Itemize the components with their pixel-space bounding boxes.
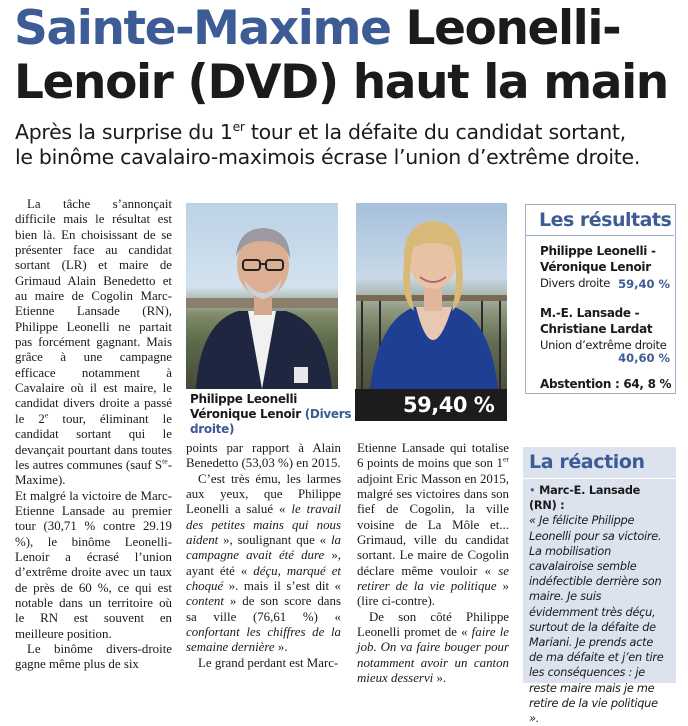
article-column-2 — [186, 441, 341, 671]
photo-caption — [190, 392, 390, 437]
article-paragraph: La tâche s’annonçait difficile mais le résultat est bien là. En choisissant de se présenter face au candidat sortant (LR) et maire de Grimaud Alain Benedetto et au maire de Cogolin Marc-Etienne Lansade (RN), Philippe Leonelli ne partait pas forcément gagnant. Mais grâce à une campagne efficace notamment à Cavalaire où il est maire, le candidat divers droite a passé le 2e tour, éliminant le candidat sortant qui le devançait pourtant dans toutes les autres communes (sauf $S^{te}-Maxime$). — [15, 197, 172, 488]
deck — [15, 120, 679, 170]
candidate-1-party: Divers droite — [540, 276, 610, 290]
article-column-1 — [15, 197, 172, 673]
portrait-man-illustration — [186, 203, 338, 389]
candidate-2-party: Union d’extrême droite — [540, 338, 667, 352]
deck-part1: Après la surprise du 1 — [15, 120, 233, 144]
deck-line-1 — [15, 120, 679, 145]
candidate-2-score: 40,60 % — [618, 351, 670, 365]
reaction-speaker: Marc-E. Lansade (RN) : — [529, 484, 641, 513]
photo-veronique-lenoir — [356, 203, 507, 389]
headline-place: Sainte-Maxime — [14, 1, 391, 56]
headline-line-1 — [14, 2, 684, 56]
article-paragraph: Etienne Lansade qui totalise 6 points de moins que son 1er adjoint Eric Masson en 2015, malgré ses victoires dans son fief de Cogolin, la ville voisine de La Môle et... Grimaud, ville du candidat sortant. Le maire de Cogolin déclare même vouloir « se retirer de la vie politique » (lire ci-contre). — [357, 441, 509, 609]
abstention-rate: Abstention : 64, 8 % — [540, 377, 672, 391]
reaction-title: La réaction — [529, 451, 645, 473]
article-paragraph: Le binôme divers-droite gagne même plus de six — [15, 641, 172, 672]
portrait-woman-illustration — [356, 203, 507, 389]
candidate-2-line-1: M.-E. Lansade - — [540, 306, 640, 320]
results-box — [525, 204, 676, 394]
results-title: Les résultats — [539, 209, 672, 231]
deck-line-2: le binôme cavalairo-maximois écrase l’union d’extrême droite. — [15, 145, 641, 169]
headline-line1-rest: Leonelli- — [390, 1, 621, 56]
candidate-1-line-2: Véronique Lenoir — [540, 260, 651, 274]
candidate-1-line-1: Philippe Leonelli - — [540, 244, 656, 258]
results-divider — [526, 235, 674, 236]
reaction-quote: « Je félicite Philippe Leonelli pour sa victoire. La mobilisation cavalairoise semble indéfectible derrière son maire. Je suis évidemment très déçu, surtout de la défaite de Mariani. Je prends acte de ma défaite et j’en tire les conséquences : je reste maire mais je me retire de la vie politique ». — [529, 514, 664, 726]
photo-philippe-leonelli — [186, 203, 338, 389]
reaction-divider — [523, 478, 676, 479]
article-paragraph: Et malgré la victoire de Marc-Etienne Lansade au premier tour (30,71 % contre 29.19 %), le binôme Leonelli-Lenoir a écrasé l’union d’extrême droite avec un taux de près de 60 %, ce qui est notable dans un territoire où le RN est souvent en meilleure position. — [15, 488, 172, 641]
deck-part2: tour et la défaite du candidat sortant, — [244, 120, 626, 144]
candidate-1-score: 59,40 % — [618, 277, 670, 291]
article-paragraph: Le grand perdant est Marc- — [198, 655, 339, 670]
photo-score: 59,40 % — [403, 393, 495, 417]
bullet-icon: • — [529, 484, 536, 497]
caption-party: (Divers droite) — [190, 407, 352, 436]
caption-line-2: Véronique Lenoir (Divers droite) — [190, 407, 352, 436]
headline-line-2: Lenoir (DVD) haut la main — [14, 55, 668, 110]
caption-line-1: Philippe Leonelli — [190, 392, 298, 406]
article-paragraph: points par rapport à Alain Benedetto (53,03 %) en 2015. — [186, 441, 341, 471]
headline — [14, 2, 684, 110]
article-paragraph: C’est très ému, les larmes aux yeux, que Philippe Leonelli a salué « le travail des petites mains qui nous aident », soulignant que « la campagne avait été dure », ayant été « déçu, marqué et choqué ». mais il s’est dit « content » de son score dans sa ville (76,61 %) « confortant les chiffres de la semaine dernière ». — [186, 471, 341, 655]
deck-sup: er — [232, 120, 245, 135]
article-column-3 — [357, 441, 509, 687]
reaction-box — [523, 447, 676, 726]
article-paragraph: De son côté Philippe Leonelli promet de « faire le job. On va faire bouger pour notamment avoir un canton mieux desservi ». — [357, 609, 509, 686]
candidate-2-line-2: Christiane Lardat — [540, 322, 653, 336]
reaction-text — [529, 483, 670, 726]
